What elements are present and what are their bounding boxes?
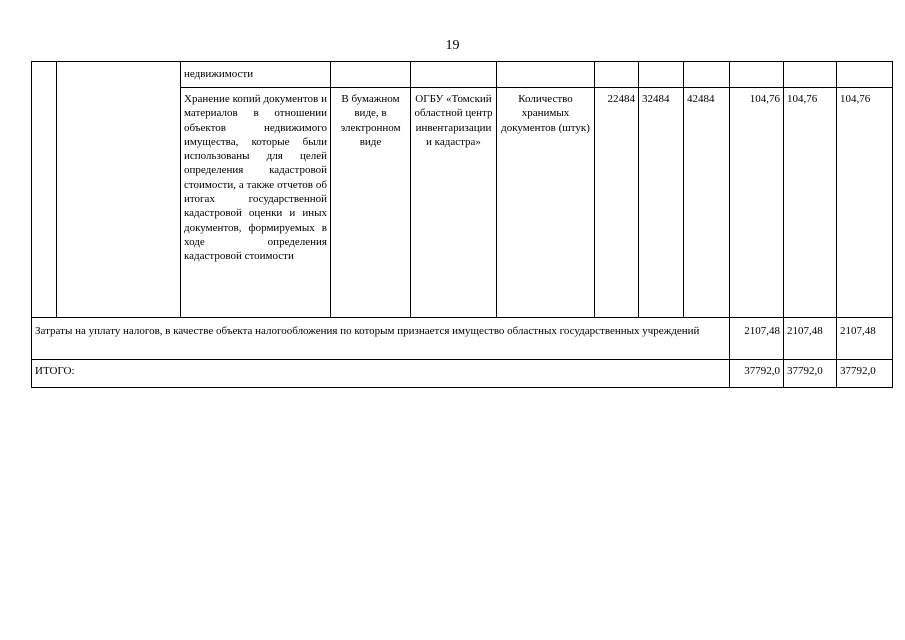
table-cell-volume [684,62,730,88]
table-cell-cost: 37792,0 [784,360,837,388]
table-cell-indicator [497,62,595,88]
table-cell-cost: 37792,0 [730,360,784,388]
table-cell-cost: 37792,0 [837,360,893,388]
table-cell-number [32,62,57,318]
table-cell-executor [411,62,497,88]
table-cell-executor: ОГБУ «Томский областной центр инвентаризации и кадастра» [411,88,497,318]
table-cell-cost: 2107,48 [784,318,837,360]
table-cell-cost [837,62,893,88]
table-cell-volume [595,62,639,88]
table-cell-service [57,62,181,318]
table-cell-indicator: Количество хранимых документов (штук) [497,88,595,318]
table-row-continuation [32,62,893,88]
table-cell-cost [730,62,784,88]
table-cell-cost [784,62,837,88]
table-cell-cost: 2107,48 [837,318,893,360]
table-cell-form [331,62,411,88]
table-cell-volume: 42484 [684,88,730,318]
table-cell-total-label: ИТОГО: [32,360,730,388]
table-cell-volume: 22484 [595,88,639,318]
table-cell-cost: 104,76 [730,88,784,318]
table-cell-volume [639,62,684,88]
table-cell-form: В бумажном виде, в электронном виде [331,88,411,318]
table-cell-volume: 32484 [639,88,684,318]
table-row-total [32,360,893,388]
table-cell-cost: 2107,48 [730,318,784,360]
page-number: 19 [445,38,460,53]
table-cell-cost: 104,76 [837,88,893,318]
table-cell-description: недвижимости [181,62,331,88]
table-cell-taxes-label: Затраты на уплату налогов, в качестве объекта налогообложения по которым признается имущество областных государственных учреждений [32,318,730,360]
table-cell-description: Хранение копий документов и материалов в отношении объектов недвижимого имущества, которые были использованы для целей определения кадастровой стоимости, а также отчетов об итогах государственной кадастровой оценки и иных документов, формируемых в ходе определения кадастровой стоимости [181,88,331,318]
services-cost-table [31,61,893,388]
table-row-taxes [32,318,893,360]
table-cell-cost: 104,76 [784,88,837,318]
